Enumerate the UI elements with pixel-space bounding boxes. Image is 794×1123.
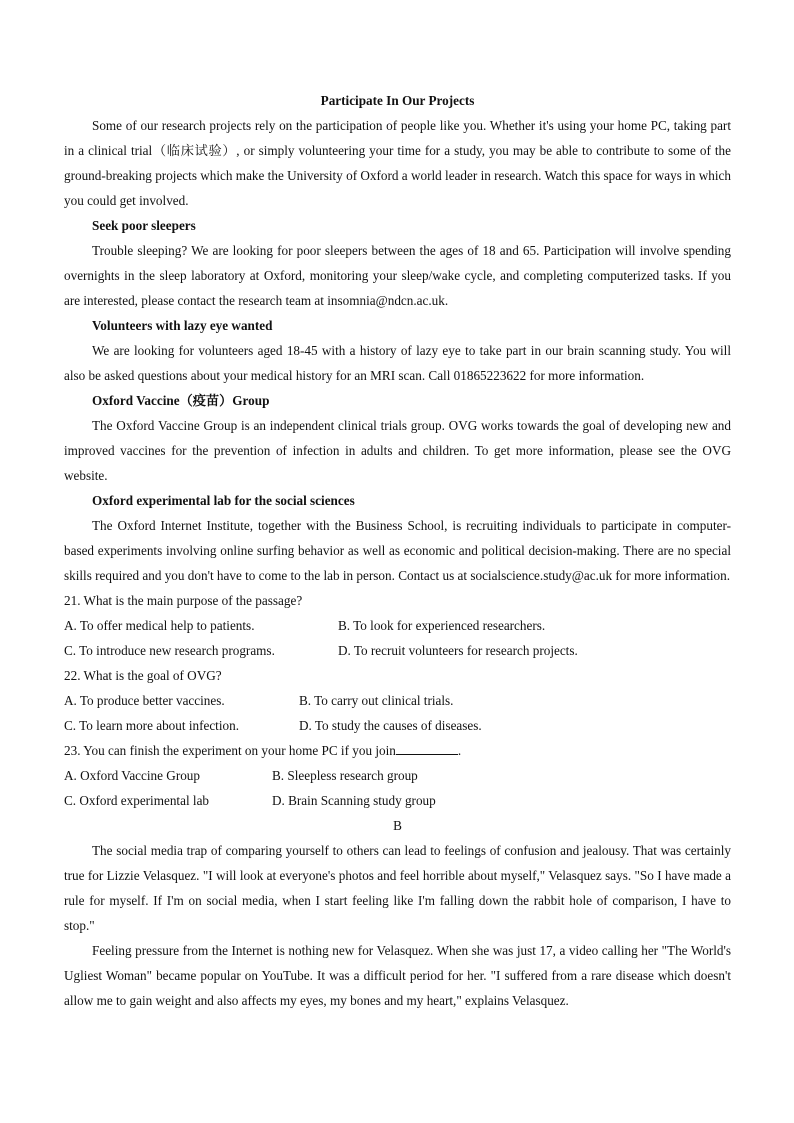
question-22-option-b: B. To carry out clinical trials. <box>299 693 454 708</box>
question-22-options-row-2 <box>64 713 731 738</box>
section-heading-lazy-eye: Volunteers with lazy eye wanted <box>92 318 273 333</box>
question-23-option-d: D. Brain Scanning study group <box>272 793 436 808</box>
question-21-option-a: A. To offer medical help to patients. <box>64 618 255 633</box>
section-heading-sleepers: Seek poor sleepers <box>92 218 196 233</box>
question-23-options-row-2 <box>64 788 731 813</box>
question-23-option-c: C. Oxford experimental lab <box>64 793 210 808</box>
section-body-lazy-eye: We are looking for volunteers aged 18-45 with a history of lazy eye to take part in our brain scanning study. You will also be asked questions about your medical history for an MRI scan. Call 01865223622 for more information. <box>64 343 731 383</box>
answer-blank <box>396 740 458 755</box>
question-21-option-b: B. To look for experienced researchers. <box>338 618 546 633</box>
question-21-stem: 21. What is the main purpose of the passage? <box>64 593 303 608</box>
part-b-paragraph-1: The social media trap of comparing yourself to others can lead to feelings of confusion and jealousy. That was certainly true for Lizzie Velasquez. "I will look at everyone's photos and feel horrible about myself," Velasquez says. "So I have made a rule for myself. If I'm on social media, when I start feeling like I'm falling down the rabbit hole of comparison, I have to stop." <box>64 843 731 933</box>
question-23-options-row-1 <box>64 763 731 788</box>
question-22-options-row-1 <box>64 688 731 713</box>
intro-paragraph: Some of our research projects rely on the participation of people like you. Whether it's using your home PC, taking part in a clinical trial（临床试验）, or simply volunteering your time for a study, you may be able to contribute to some of the ground-breaking projects which make the University of Oxford a world leader in research. Watch this space for ways in which you could get involved. <box>64 118 731 208</box>
part-b-label: B <box>393 818 402 833</box>
question-23-stem-line <box>64 738 731 763</box>
question-23-option-b: B. Sleepless research group <box>272 768 418 783</box>
question-23-option-a: A. Oxford Vaccine Group <box>64 768 200 783</box>
question-21-option-c: C. To introduce new research programs. <box>64 643 275 658</box>
section-body-sleepers: Trouble sleeping? We are looking for poor sleepers between the ages of 18 and 65. Participation will involve spending overnights in the sleep laboratory at Oxford, monitoring your sleep/wake cycle, and completing computerized tasks. If you are interested, please contact the research team at insomnia@ndcn.ac.uk. <box>64 243 731 308</box>
part-b-paragraph-2: Feeling pressure from the Internet is nothing new for Velasquez. When she was just 17, a video calling her "The World's Ugliest Woman" became popular on YouTube. It was a difficult period for her. "I suffered from a rare disease which doesn't allow me to gain weight and also affects my eyes, my bones and my heart," explains Velasquez. <box>64 943 731 1008</box>
question-22-option-c: C. To learn more about infection. <box>64 718 239 733</box>
question-22-option-a: A. To produce better vaccines. <box>64 693 225 708</box>
document-page <box>64 88 731 1013</box>
section-body-vaccine: The Oxford Vaccine Group is an independent clinical trials group. OVG works towards the goal of developing new and improved vaccines for the prevention of infection in adults and children. To get more information, please see the OVG website. <box>64 418 731 483</box>
section-body-social-lab: The Oxford Internet Institute, together with the Business School, is recruiting individuals to participate in computer-based experiments involving online surfing behavior as well as economic and political decision-making. There are no special skills required and you don't have to come to the lab in person. Contact us at socialscience.study@ac.uk for more information. <box>64 518 731 583</box>
question-21-options-row-1 <box>64 613 731 638</box>
question-21-option-d: D. To recruit volunteers for research projects. <box>338 643 578 658</box>
section-heading-social-lab: Oxford experimental lab for the social sciences <box>92 493 355 508</box>
question-22-option-d: D. To study the causes of diseases. <box>299 718 482 733</box>
question-23-stem: 23. You can finish the experiment on your home PC if you join <box>64 743 396 758</box>
page-title: Participate In Our Projects <box>320 93 475 108</box>
question-22-stem: 22. What is the goal of OVG? <box>64 668 222 683</box>
section-heading-vaccine: Oxford Vaccine（疫苗）Group <box>92 393 270 408</box>
question-23-stem-end: . <box>457 743 462 758</box>
question-21-options-row-2 <box>64 638 731 663</box>
